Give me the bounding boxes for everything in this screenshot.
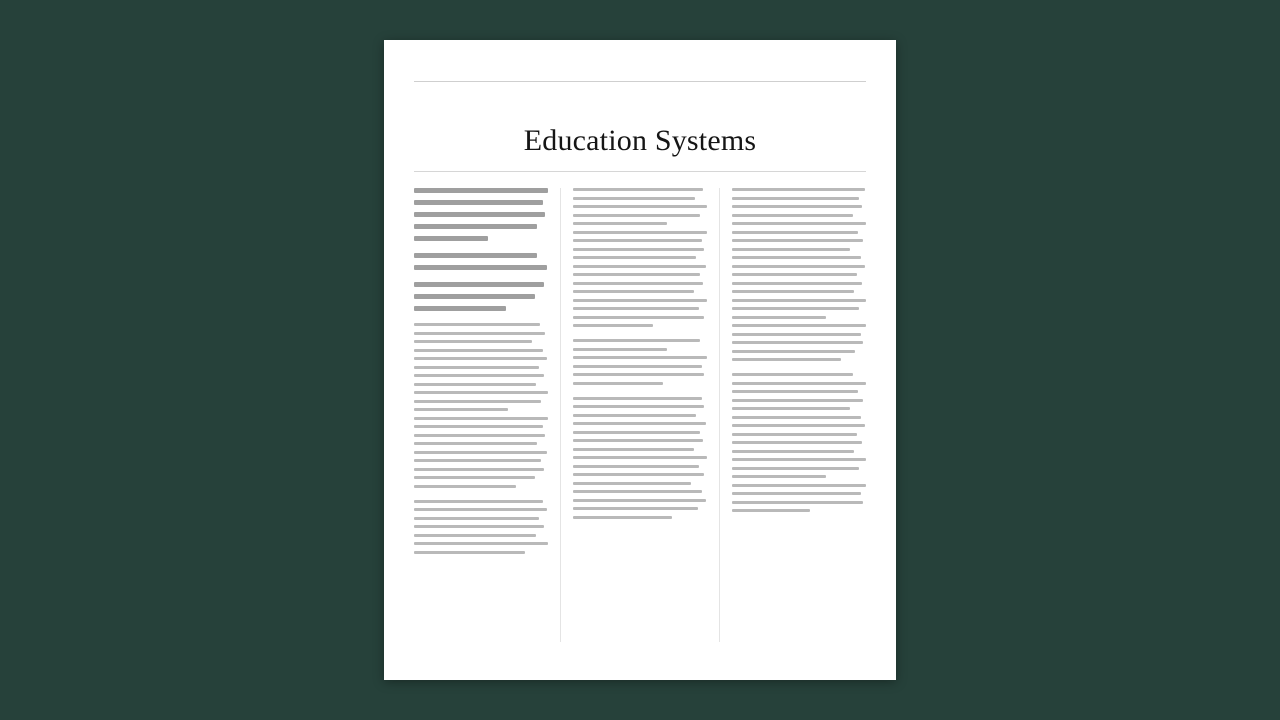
text-line: [573, 214, 700, 217]
text-line: [732, 390, 858, 393]
text-line: [573, 490, 702, 493]
paragraph: [573, 397, 707, 519]
text-line: [732, 458, 866, 461]
text-line: [414, 500, 543, 503]
text-line: [732, 450, 854, 453]
text-line: [414, 294, 535, 299]
text-line: [732, 424, 865, 427]
text-line: [414, 383, 536, 386]
text-line: [414, 366, 539, 369]
text-line: [414, 188, 548, 193]
text-line: [573, 448, 694, 451]
text-line: [414, 265, 547, 270]
text-line: [573, 231, 707, 234]
header-rule: [414, 81, 866, 82]
text-line: [573, 414, 696, 417]
paragraph: [732, 373, 866, 512]
text-line: [732, 222, 866, 225]
text-line: [414, 551, 525, 554]
text-line: [414, 442, 537, 445]
text-line: [732, 324, 866, 327]
text-line: [732, 475, 826, 478]
text-line: [732, 256, 861, 259]
text-line: [732, 273, 857, 276]
text-line: [732, 509, 810, 512]
column-1: [414, 188, 560, 642]
text-columns: [414, 188, 866, 642]
text-line: [573, 299, 707, 302]
text-line: [573, 516, 672, 519]
page-title: Education Systems: [523, 124, 757, 157]
text-line: [732, 282, 862, 285]
text-line: [732, 399, 863, 402]
text-line: [573, 382, 663, 385]
text-line: [573, 482, 691, 485]
text-line: [573, 197, 695, 200]
text-line: [732, 197, 859, 200]
text-line: [414, 323, 540, 326]
text-line: [414, 332, 545, 335]
text-line: [732, 316, 826, 319]
text-line: [414, 542, 548, 545]
text-line: [732, 358, 841, 361]
text-line: [414, 417, 548, 420]
text-line: [732, 239, 863, 242]
text-line: [573, 316, 704, 319]
text-line: [732, 382, 866, 385]
text-line: [732, 373, 853, 376]
text-line: [573, 499, 706, 502]
text-line: [573, 356, 707, 359]
text-line: [414, 408, 508, 411]
text-line: [414, 476, 535, 479]
text-line: [414, 425, 543, 428]
text-line: [414, 236, 488, 241]
text-line: [732, 307, 859, 310]
text-line: [414, 391, 548, 394]
lead-block: [414, 188, 548, 241]
column-2: [560, 188, 719, 642]
text-line: [732, 416, 861, 419]
text-line: [732, 290, 854, 293]
text-line: [573, 282, 703, 285]
text-line: [732, 248, 850, 251]
text-line: [414, 349, 543, 352]
text-line: [732, 441, 862, 444]
text-line: [573, 373, 704, 376]
text-line: [414, 340, 532, 343]
text-line: [573, 222, 667, 225]
text-line: [573, 507, 698, 510]
text-line: [573, 405, 704, 408]
text-line: [414, 306, 506, 311]
text-line: [573, 365, 702, 368]
text-line: [414, 508, 547, 511]
text-line: [732, 214, 853, 217]
text-line: [573, 188, 703, 191]
text-line: [573, 256, 696, 259]
text-line: [414, 485, 516, 488]
text-line: [573, 397, 702, 400]
text-line: [414, 434, 545, 437]
text-line: [573, 456, 707, 459]
text-line: [732, 231, 858, 234]
text-line: [732, 333, 861, 336]
text-line: [732, 433, 857, 436]
text-line: [414, 224, 537, 229]
column-3: [719, 188, 866, 642]
paragraph: [573, 339, 707, 385]
text-line: [573, 422, 706, 425]
text-line: [573, 324, 653, 327]
text-line: [414, 200, 543, 205]
paragraph: [732, 188, 866, 361]
paragraph: [414, 323, 548, 488]
document-page: [384, 40, 896, 680]
text-line: [573, 339, 700, 342]
text-line: [732, 501, 863, 504]
text-line: [414, 517, 539, 520]
text-line: [573, 348, 667, 351]
text-line: [732, 407, 850, 410]
paragraph: [414, 500, 548, 554]
text-line: [732, 484, 866, 487]
text-line: [573, 265, 706, 268]
text-line: [732, 492, 861, 495]
running-head: [414, 60, 866, 74]
text-line: [573, 439, 703, 442]
text-line: [573, 205, 707, 208]
paragraph: [573, 188, 707, 327]
text-line: [414, 374, 544, 377]
text-line: [414, 282, 544, 287]
text-line: [573, 431, 700, 434]
text-line: [732, 341, 863, 344]
text-line: [414, 451, 547, 454]
text-line: [732, 205, 862, 208]
text-line: [732, 350, 855, 353]
text-line: [732, 188, 865, 191]
text-line: [414, 468, 544, 471]
text-line: [573, 307, 699, 310]
text-line: [414, 459, 541, 462]
deck-block: [414, 282, 548, 311]
text-line: [573, 273, 700, 276]
title-rule: [414, 171, 866, 172]
text-line: [414, 253, 537, 258]
text-line: [414, 357, 547, 360]
text-line: [414, 525, 544, 528]
text-line: [573, 290, 694, 293]
text-line: [573, 465, 699, 468]
text-line: [732, 299, 866, 302]
text-line: [573, 473, 704, 476]
text-line: [573, 239, 702, 242]
text-line: [414, 400, 541, 403]
text-line: [732, 265, 865, 268]
text-line: [414, 212, 545, 217]
page-footer: [414, 652, 866, 662]
text-line: [573, 248, 704, 251]
text-line: [732, 467, 859, 470]
subhead-block: [414, 253, 548, 270]
text-line: [414, 534, 536, 537]
